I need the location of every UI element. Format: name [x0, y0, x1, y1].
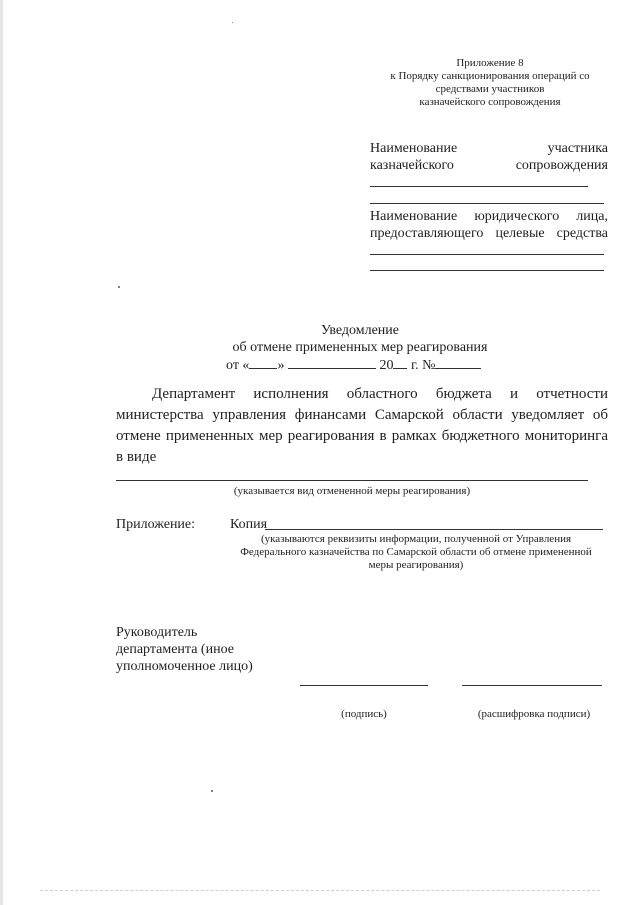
legal-entity-line-2	[370, 270, 604, 271]
day-blank	[249, 356, 277, 369]
signature-hint: (подпись)	[341, 708, 387, 720]
measure-line	[116, 480, 588, 481]
appendix-line-1: Приложение 8	[456, 57, 524, 69]
notice-subtitle: об отмене примененных мер реагирования	[232, 340, 488, 355]
appendix-line-3: средствами участников	[435, 83, 545, 95]
participant-label-d: сопровождения	[515, 158, 608, 173]
scan-dot	[211, 790, 213, 792]
year-blank	[393, 356, 407, 369]
scan-bottom-artifact	[40, 890, 600, 891]
notice-title: Уведомление	[320, 323, 399, 338]
decode-hint: (расшифровка подписи)	[477, 708, 591, 720]
notice-date-line	[226, 356, 526, 374]
date-prefix: от «	[226, 358, 250, 373]
scan-left-edge	[0, 0, 3, 905]
participant-label-c: казначейского	[370, 158, 454, 173]
participant-label-a: Наименование	[370, 141, 458, 156]
appendix-line-2: к Порядку санкционирования операций со	[390, 70, 590, 82]
year-suffix: г. №	[410, 358, 436, 373]
number-blank	[435, 356, 481, 369]
signature-line	[300, 685, 428, 686]
year-prefix: 20	[379, 358, 394, 373]
attachment-hint: (указываются реквизиты информации, полученной от Управления Федерального казначейства по Самарской области об отмене примененной меры реагирования)	[240, 533, 592, 571]
decode-line	[462, 685, 602, 686]
participant-name-label	[370, 140, 608, 174]
scan-dot	[118, 286, 120, 288]
signature-head: Руководитель департамента (иное уполномоченное лицо)	[116, 625, 253, 674]
month-blank	[288, 356, 376, 369]
scan-dot	[232, 22, 233, 23]
participant-label-b: участника	[547, 141, 608, 156]
legal-entity-label: Наименование юридического лица, предоставляющего целевые средства	[370, 209, 608, 241]
attachment-line	[265, 529, 603, 530]
legal-entity-line-1	[370, 254, 604, 255]
notice-title-block	[200, 322, 520, 356]
notice-body: Департамент исполнения областного бюджета и отчетности министерства управления финансами Самарской области уведомляет об отмене примененных мер реагирования в рамках бюджетного мониторинга в виде	[116, 386, 608, 465]
attachment-copy: Копия	[230, 517, 268, 532]
date-quote-close: »	[277, 358, 285, 373]
appendix-line-4: казначейского сопровождения	[419, 96, 561, 108]
attachment-label: Приложение:	[116, 517, 196, 532]
participant-name-line-2	[370, 203, 604, 204]
participant-name-line-1	[370, 186, 588, 187]
measure-hint: (указывается вид отмененной меры реагирования)	[233, 485, 471, 497]
appendix-header	[350, 57, 630, 109]
